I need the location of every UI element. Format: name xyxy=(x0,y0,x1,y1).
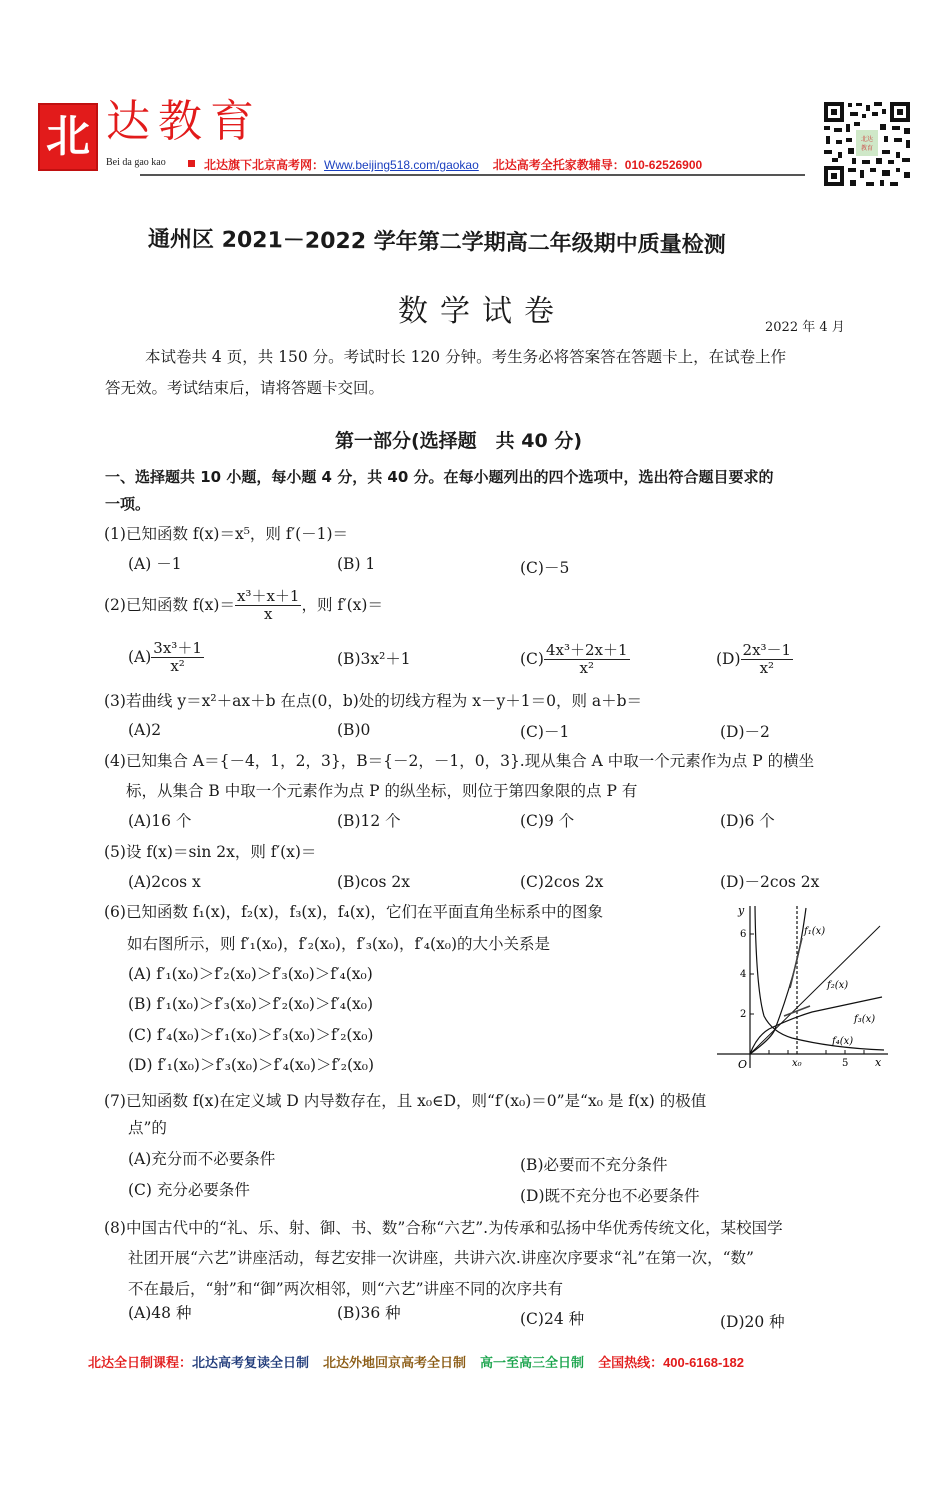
exam-date: 2022 年 4 月 xyxy=(765,320,845,335)
question-4-option-c[interactable]: (C)9 个 xyxy=(520,812,575,830)
header-divider xyxy=(140,174,805,176)
question-8-option-a[interactable]: (A)48 种 xyxy=(128,1304,192,1322)
fraction-numerator: 4x³＋2x＋1 xyxy=(545,641,628,659)
y-axis-label: y xyxy=(738,904,745,917)
question-8-option-b[interactable]: (B)36 种 xyxy=(337,1304,401,1322)
question-8-stem-line-2: 社团开展“六艺”讲座活动，每艺安排一次讲座，共讲六次.讲座次序要求“礼”在第一次，“数” xyxy=(128,1249,754,1267)
question-8-option-c[interactable]: (C)24 种 xyxy=(520,1310,585,1328)
question-1-stem: (1)已知函数 f(x)＝x⁵，则 f′(－1)＝ xyxy=(104,525,349,543)
x-tick-x0: x₀ xyxy=(792,1058,802,1069)
question-6-stem-line-2: 如右图所示，则 f′₁(x₀)，f′₂(x₀)，f′₃(x₀)，f′₄(x₀)的大小关系是 xyxy=(127,935,551,953)
function-graph xyxy=(712,898,902,1078)
y-tick-2: 2 xyxy=(740,1009,747,1020)
label-f3: f₃(x) xyxy=(854,1014,876,1025)
bullet-square-icon xyxy=(188,160,195,167)
question-5-option-d[interactable]: (D)－2cos 2x xyxy=(720,873,820,891)
question-8-stem-line-1: (8)中国古代中的“礼、乐、射、御、书、数”合称“六艺”.为传承和弘扬中华优秀传统文化，某校国学 xyxy=(104,1219,783,1237)
instructions-line-2: 答无效。考试结束后，请将答题卡交回。 xyxy=(105,379,385,397)
question-8-stem-line-3: 不在最后，“射”和“御”两次相邻，则“六艺”讲座不同的次序共有 xyxy=(128,1280,564,1298)
question-7-option-c[interactable]: (C) 充分必要条件 xyxy=(128,1181,250,1199)
logo-mark xyxy=(38,103,98,171)
fraction-numerator: 3x³＋1 xyxy=(153,639,202,657)
exam-subject: 数学试卷 xyxy=(398,294,566,329)
question-2-stem-suffix: ，则 f′(x)＝ xyxy=(301,595,383,614)
question-4-option-d[interactable]: (D)6 个 xyxy=(720,812,775,830)
question-8-option-d[interactable]: (D)20 种 xyxy=(720,1313,785,1331)
question-4-stem-line-1: (4)已知集合 A＝{－4，1，2，3}，B＝{－2，－1，0，3}.现从集合 A 中取一个元素作为点 P 的横坐 xyxy=(104,752,815,770)
question-6-stem-line-1: (6)已知函数 f₁(x)，f₂(x)，f₃(x)，f₄(x)，它们在平面直角坐标系中的图象 xyxy=(104,903,604,921)
question-6-option-c[interactable]: (C) f′₄(x₀)＞f′₁(x₀)＞f′₃(x₀)＞f′₂(x₀) xyxy=(128,1026,374,1044)
question-7-stem-line-2: 点”的 xyxy=(128,1119,167,1137)
y-tick-4: 4 xyxy=(740,969,747,980)
footer-outoftown-course[interactable]: 北达外地回京高考全日制 xyxy=(323,1355,467,1370)
footer-courses-label: 北达全日制课程： xyxy=(88,1355,193,1370)
section-desc-line-2: 一项。 xyxy=(105,495,151,513)
question-2-option-d[interactable] xyxy=(716,642,793,678)
fraction-denominator: x² xyxy=(579,659,594,678)
question-5-stem: (5)设 f(x)＝sin 2x，则 f′(x)＝ xyxy=(104,843,317,861)
label-f2: f₂(x) xyxy=(827,980,849,991)
site-link[interactable]: Www.beijing518.com/gaokao xyxy=(324,158,479,172)
question-1-option-c[interactable]: (C)－5 xyxy=(520,559,570,577)
question-4-stem-line-2: 标，从集合 B 中取一个元素作为点 P 的纵坐标，则位于第四象限的点 P 有 xyxy=(126,782,638,800)
x-axis-label: x xyxy=(875,1056,882,1069)
fraction-denominator: x xyxy=(263,605,273,624)
instructions-line-1: 本试卷共 4 页，共 150 分。考试时长 120 分钟。考生务必将答案答在答题卡上，在试卷上作 xyxy=(145,348,787,366)
question-7-option-b[interactable]: (B)必要而不充分条件 xyxy=(520,1156,668,1174)
fraction-numerator: x³＋x＋1 xyxy=(236,587,300,605)
fraction-denominator: x² xyxy=(759,659,775,678)
svg-text:教育: 教育 xyxy=(860,145,874,152)
y-tick-6: 6 xyxy=(740,929,747,940)
question-2-option-a[interactable] xyxy=(128,640,204,676)
question-6-option-a[interactable]: (A) f′₁(x₀)＞f′₂(x₀)＞f′₃(x₀)＞f′₄(x₀) xyxy=(128,965,373,983)
exam-title: 通州区 2021－2022 学年第二学期高二年级期中质量检测 xyxy=(147,227,726,259)
question-3-option-a[interactable]: (A)2 xyxy=(128,721,162,739)
option-fraction xyxy=(544,642,630,678)
label-f4: f₄(x) xyxy=(832,1036,854,1047)
question-5-option-a[interactable]: (A)2cos x xyxy=(128,873,201,891)
question-5-option-b[interactable]: (B)cos 2x xyxy=(337,873,410,891)
option-label: (C) xyxy=(520,649,544,668)
fraction-denominator: x² xyxy=(170,657,185,676)
curve-f2 xyxy=(750,926,880,1054)
site-label: 北达旗下北京高考网： xyxy=(204,158,325,172)
footer-grade-course[interactable]: 高一至高三全日制 xyxy=(480,1355,585,1370)
question-3-option-b[interactable]: (B)0 xyxy=(337,721,371,739)
question-4-option-a[interactable]: (A)16 个 xyxy=(128,812,192,830)
question-3-stem: (3)若曲线 y＝x²＋ax＋b 在点(0，b)处的切线方程为 x－y＋1＝0，则 a＋b＝ xyxy=(104,692,643,710)
question-1-option-b[interactable]: (B) 1 xyxy=(337,555,376,573)
question-4-option-b[interactable]: (B)12 个 xyxy=(337,812,401,830)
question-3-option-c[interactable]: (C)－1 xyxy=(520,723,570,741)
question-5-option-c[interactable]: (C)2cos 2x xyxy=(520,873,604,891)
origin-label: O xyxy=(738,1058,748,1071)
question-7-stem-line-1: (7)已知函数 f(x)在定义域 D 内导数存在，且 x₀∈D，则“f′(x₀)＝0”是“x₀ 是 f(x) 的极值 xyxy=(104,1092,707,1110)
fraction-numerator: 2x³－1 xyxy=(742,641,792,659)
qr-label: 北达 xyxy=(860,136,874,143)
footer-repeat-course[interactable]: 北达高考复读全日制 xyxy=(192,1355,310,1370)
section-title: 第一部分(选择题 共 40 分) xyxy=(335,430,583,452)
logo-mark-text: 北 xyxy=(46,111,90,162)
option-fraction xyxy=(151,640,204,676)
tangent-f1 xyxy=(790,938,802,988)
option-label: (D) xyxy=(716,649,741,668)
logo-text: 达教育 xyxy=(106,96,262,147)
footer-banner xyxy=(88,1352,758,1371)
x-tick-5: 5 xyxy=(842,1058,849,1069)
option-fraction xyxy=(741,642,794,678)
option-label: (A) xyxy=(128,647,152,666)
question-7-option-a[interactable]: (A)充分而不必要条件 xyxy=(128,1150,276,1168)
section-desc-line-1: 一、选择题共 10 小题，每小题 4 分，共 40 分。在每小题列出的四个选项中，选出符合题目要求的 xyxy=(105,468,774,486)
label-f1: f₁(x) xyxy=(804,926,826,937)
question-2-stem-prefix: (2)已知函数 f(x)＝ xyxy=(104,595,235,614)
question-2-stem xyxy=(104,588,383,624)
tutor-label: 北达高考全托家教辅导：010-62526900 xyxy=(492,158,703,172)
question-1-option-a[interactable]: (A) －1 xyxy=(128,555,182,573)
question-2-option-c[interactable] xyxy=(520,642,630,678)
question-2-option-b[interactable]: (B)3x²＋1 xyxy=(337,650,411,668)
question-3-option-d[interactable]: (D)－2 xyxy=(720,723,770,741)
question-6-option-b[interactable]: (B) f′₁(x₀)＞f′₃(x₀)＞f′₂(x₀)＞f′₄(x₀) xyxy=(128,995,373,1013)
footer-hotline: 全国热线：400-6168-182 xyxy=(598,1355,745,1370)
question-2-fraction xyxy=(235,588,301,624)
question-7-option-d[interactable]: (D)既不充分也不必要条件 xyxy=(520,1187,700,1205)
question-6-option-d[interactable]: (D) f′₁(x₀)＞f′₃(x₀)＞f′₄(x₀)＞f′₂(x₀) xyxy=(128,1056,375,1074)
header-info xyxy=(204,156,702,173)
logo-subtitle: Bei da gao kao xyxy=(106,157,166,168)
qr-code-icon xyxy=(822,100,912,188)
